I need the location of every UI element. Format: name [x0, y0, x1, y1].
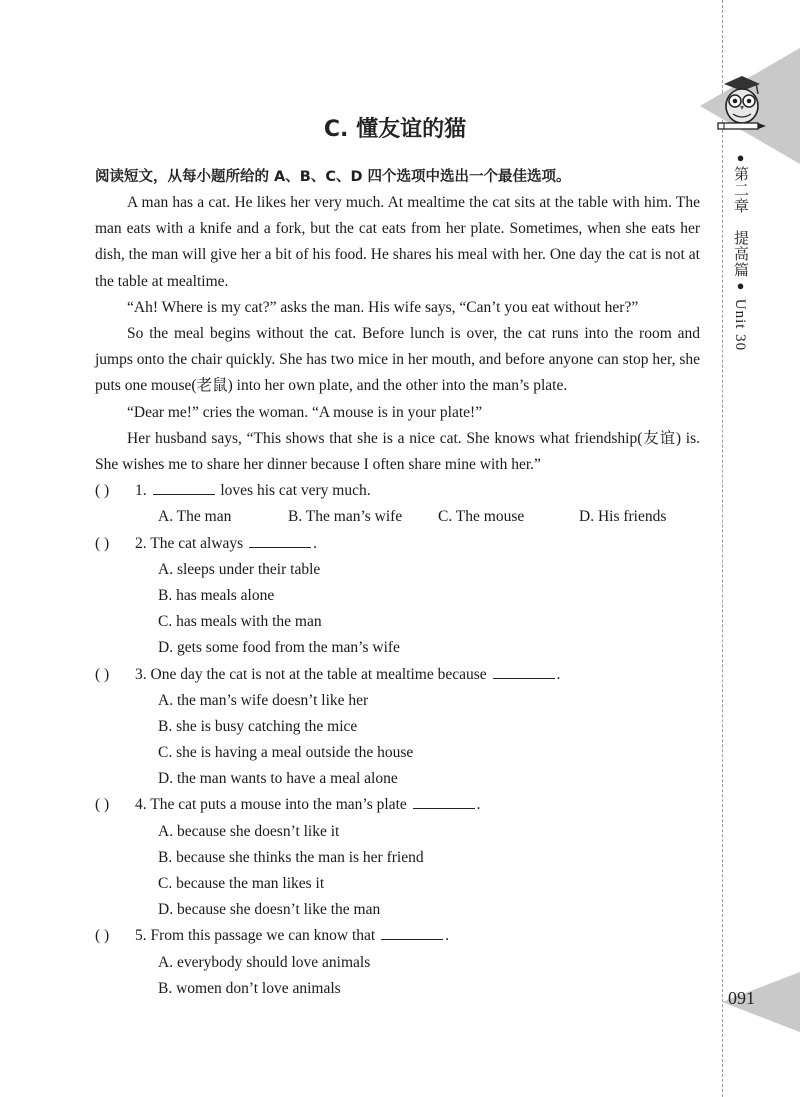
- chapter-side-label: [730, 150, 751, 351]
- answer-blank[interactable]: [153, 478, 215, 495]
- question-2: [95, 531, 700, 557]
- bullet-dot-icon: ●: [733, 150, 748, 166]
- question-stem: 2. The cat always: [135, 534, 244, 552]
- passage-paragraph: Her husband says, “This shows that she is a nice cat. She knows what friendship(友谊) is. She wishes me to share her dinner because I often share mine with her.”: [95, 429, 700, 474]
- option-b[interactable]: B. because she thinks the man is her friend: [158, 848, 424, 866]
- passage-paragraph: “Ah! Where is my cat?” asks the man. His wife says, “Can’t you eat without her?”: [127, 298, 639, 316]
- answer-bracket[interactable]: ( ): [95, 534, 110, 552]
- page-number: 091: [728, 988, 755, 1008]
- option-d[interactable]: D. because she doesn’t like the man: [158, 901, 381, 919]
- option-a[interactable]: A. everybody should love animals: [158, 953, 371, 971]
- answer-bracket[interactable]: ( ): [95, 927, 110, 945]
- question-stem: 3. One day the cat is not at the table at mealtime because: [135, 665, 487, 683]
- option-a[interactable]: A. because she doesn’t like it: [158, 822, 340, 840]
- answer-blank[interactable]: [493, 662, 555, 679]
- answer-blank[interactable]: [249, 531, 311, 548]
- question-stem-end: .: [476, 796, 481, 814]
- option-b[interactable]: B. she is busy catching the mice: [158, 717, 358, 735]
- answer-bracket[interactable]: ( ): [95, 665, 110, 683]
- option-c[interactable]: C. The mouse: [438, 508, 525, 526]
- question-stem: 4. The cat puts a mouse into the man’s plate: [135, 796, 407, 814]
- question-1: [95, 478, 700, 504]
- options-row: [95, 504, 700, 530]
- unit-name: Unit 30: [732, 298, 748, 352]
- question-stem-end: loves his cat very much.: [220, 482, 371, 500]
- option-a[interactable]: A. the man’s wife doesn’t like her: [158, 691, 369, 709]
- answer-blank[interactable]: [413, 792, 475, 809]
- option-b[interactable]: B. women don’t love animals: [158, 979, 341, 997]
- section-title: C. 懂友谊的猫: [323, 117, 467, 142]
- question-5: [95, 923, 700, 949]
- question-stem-end: .: [445, 927, 449, 945]
- option-c[interactable]: C. because the man likes it: [158, 875, 325, 893]
- option-c[interactable]: C. has meals with the man: [158, 613, 322, 631]
- question-stem-end: .: [556, 665, 561, 683]
- option-d[interactable]: D. gets some food from the man’s wife: [158, 639, 400, 657]
- option-a[interactable]: A. The man: [158, 508, 232, 526]
- question-stem: 5. From this passage we can know that: [135, 927, 376, 945]
- question-stem-end: .: [313, 534, 317, 552]
- option-b[interactable]: B. The man’s wife: [288, 508, 403, 526]
- option-a[interactable]: A. sleeps under their table: [158, 560, 321, 578]
- question-4: [95, 792, 700, 818]
- answer-bracket[interactable]: ( ): [95, 482, 110, 500]
- section-name: 提高篇: [732, 230, 748, 278]
- passage-paragraph: A man has a cat. He likes her very much. At mealtime the cat sits at the table with him. The man eats with a knife and a fork, but the cat eats from her plate. Sometimes, when she eats her dish, the man will give her a bit of his food. He shares his meal with her. One day the cat is not at the table at mealtime.: [95, 194, 700, 290]
- chapter-name: 第二章: [732, 166, 748, 214]
- option-b[interactable]: B. has meals alone: [158, 586, 275, 604]
- passage-paragraph: “Dear me!” cries the woman. “A mouse is in your plate!”: [127, 403, 483, 421]
- option-d[interactable]: D. His friends: [579, 508, 667, 526]
- answer-blank[interactable]: [381, 923, 443, 940]
- reading-content: [95, 164, 700, 1002]
- question-stem: 1.: [135, 482, 147, 500]
- option-c[interactable]: C. she is having a meal outside the house: [158, 744, 414, 762]
- question-3: [95, 662, 700, 688]
- instruction-text: 阅读短文，从每小题所给的 A、B、C、D 四个选项中选出一个最佳选项。: [95, 169, 571, 185]
- passage-paragraph: So the meal begins without the cat. Before lunch is over, the cat runs into the room and jumps onto the chair quickly. She has two mice in her mouth, and before anyone can stop her, she puts one mouse(老鼠) into her own plate, and the other into the man’s plate.: [95, 325, 700, 395]
- bullet-dot-icon: ●: [733, 278, 748, 294]
- option-d[interactable]: D. the man wants to have a meal alone: [158, 770, 398, 788]
- answer-bracket[interactable]: ( ): [95, 796, 110, 814]
- margin-dashed-line: [722, 0, 723, 1097]
